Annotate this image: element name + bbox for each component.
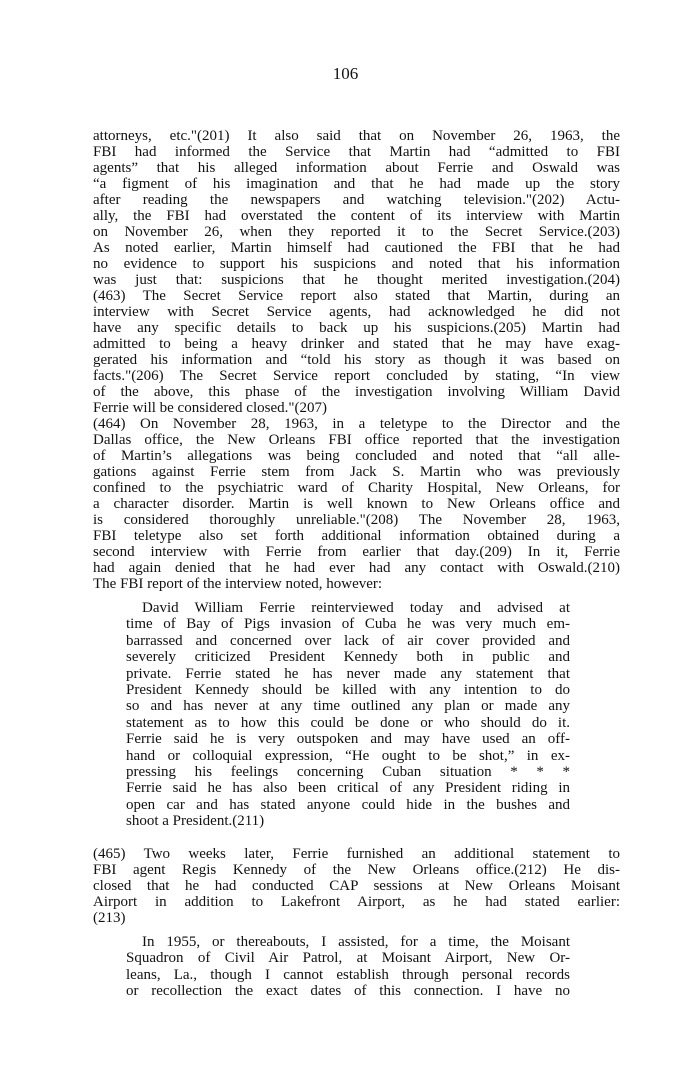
text-line: severely criticized President Kennedy both in public and [126, 649, 570, 666]
text-line: facts."(206) The Secret Service report concluded by stating, “In view [93, 368, 620, 384]
text-line: agents” that his alleged information about Ferrie and Oswald was [93, 160, 620, 176]
text-line: no evidence to support his suspicions and noted that his information [93, 256, 620, 272]
text-line: (463) The Secret Service report also stated that Martin, during an [93, 288, 620, 304]
text-line: In 1955, or thereabouts, I assisted, for a time, the Moisant [142, 934, 570, 950]
text-line: Dallas office, the New Orleans FBI office reported that the investigation [93, 432, 620, 448]
text-line: (464) On November 28, 1963, in a teletype to the Director and the [93, 416, 620, 432]
block-quote [126, 934, 570, 1000]
text-line: was just that: suspicions that he thought merited investigation.(204) [93, 272, 620, 288]
text-line: statement as to how this could be done or who should do it. [126, 714, 570, 731]
text-line: had again denied that he had ever had any contact with Oswald.(210) [93, 560, 620, 576]
text-line: As noted earlier, Martin himself had cautioned the FBI that he had [93, 240, 620, 256]
text-line: Ferrie said he has also been critical of any President riding in [126, 780, 570, 797]
text-line: leans, La., though I cannot establish through personal records [126, 966, 570, 983]
text-line: of the above, this phase of the investigation involving William David [93, 384, 620, 400]
text-line: on November 26, when they reported it to the Secret Service.(203) [93, 224, 620, 240]
text-line: David William Ferrie reinterviewed today and advised at [142, 600, 570, 616]
text-line: barrassed and concerned over lack of air cover provided and [126, 632, 570, 649]
text-line: shoot a President.(211) [126, 813, 265, 830]
text-line: FBI agent Regis Kennedy of the New Orleans office.(212) He dis- [93, 862, 620, 878]
text-line: or recollection the exact dates of this connection. I have no [126, 983, 570, 1000]
block-quote [126, 600, 570, 829]
text-line: FBI had informed the Service that Martin had “admitted to FBI [93, 144, 620, 160]
text-line: confined to the psychiatric ward of Charity Hospital, New Orleans, for [93, 480, 620, 496]
text-line: private. Ferrie stated he has never made any statement that [126, 665, 570, 682]
text-line: admitted to being a heavy drinker and stated that he may have exag- [93, 336, 620, 352]
text-line: attorneys, etc."(201) It also said that on November 26, 1963, the [93, 128, 620, 144]
page-number: 106 [332, 64, 359, 83]
text-line: gations against Ferrie stem from Jack S. Martin who was previously [93, 464, 620, 480]
text-line: after reading the newspapers and watching television."(202) Actu- [93, 192, 620, 208]
text-line: The FBI report of the interview noted, however: [93, 576, 383, 592]
paragraph-block [93, 128, 620, 592]
text-line: hand or colloquial expression, “He ought to be shot,” in ex- [126, 747, 570, 764]
text-line: have any specific details to back up his suspicions.(205) Martin had [93, 320, 620, 336]
text-line: gerated his information and “told his story as though it was based on [93, 352, 620, 368]
text-line: a character disorder. Martin is well known to New Orleans office and [93, 496, 620, 512]
text-line: closed that he had conducted CAP sessions at New Orleans Moisant [93, 878, 620, 894]
text-line: (213) [93, 910, 126, 926]
text-line: time of Bay of Pigs invasion of Cuba he was very much em- [126, 616, 570, 633]
text-line: FBI teletype also set forth additional information obtained during a [93, 528, 620, 544]
text-line: is considered thoroughly unreliable."(208) The November 28, 1963, [93, 512, 620, 528]
text-line: (465) Two weeks later, Ferrie furnished an additional statement to [93, 846, 620, 862]
text-line: pressing his feelings concerning Cuban situation * * * [126, 763, 570, 780]
text-line: so and has never at any time outlined any plan or made any [126, 698, 570, 715]
paragraph-block [93, 846, 620, 926]
text-line: Airport in addition to Lakefront Airport, as he had stated earlier: [93, 894, 620, 910]
text-line: “a figment of his imagination and that he had made up the story [93, 176, 620, 192]
text-line: interview with Secret Service agents, had acknowledged he did not [93, 304, 620, 320]
text-line: open car and has stated anyone could hide in the bushes and [126, 796, 570, 813]
text-line: Squadron of Civil Air Patrol, at Moisant Airport, New Or- [126, 950, 570, 967]
text-line: of Martin’s allegations was being concluded and noted that “all alle- [93, 448, 620, 464]
text-line: President Kennedy should be killed with any intention to do [126, 681, 570, 698]
text-line: Ferrie said he is very outspoken and may have used an off- [126, 731, 570, 748]
text-line: ally, the FBI had overstated the content of its interview with Martin [93, 208, 620, 224]
text-line: Ferrie will be considered closed."(207) [93, 400, 327, 416]
text-line: second interview with Ferrie from earlier that day.(209) In it, Ferrie [93, 544, 620, 560]
